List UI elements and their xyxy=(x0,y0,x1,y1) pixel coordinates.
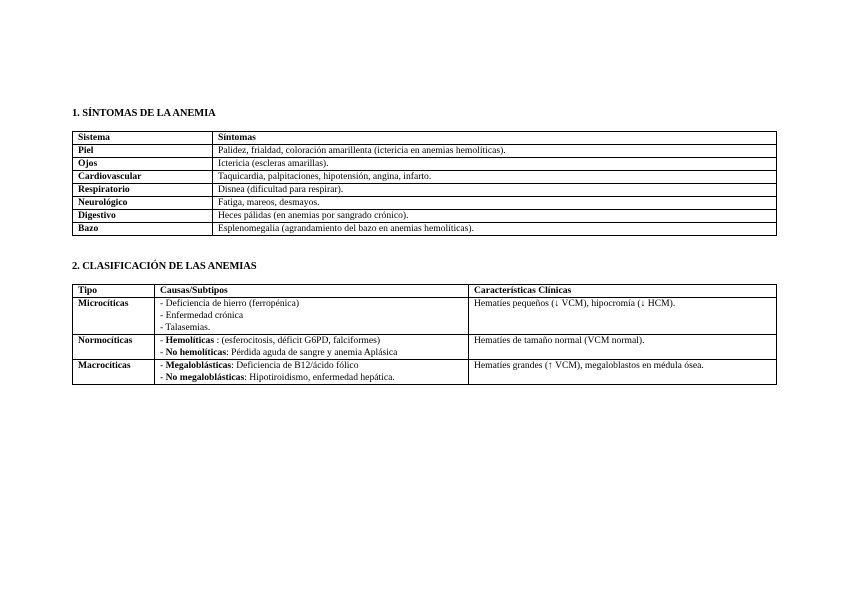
cause-prefix: - xyxy=(160,360,166,371)
causes-cell xyxy=(155,360,469,385)
symptoms-cell: Taquicardia, palpitaciones, hipotensión, angina, infarto. xyxy=(213,171,777,184)
cause-prefix: - xyxy=(160,372,166,383)
header-clinical: Características Clínicas xyxy=(469,285,777,298)
symptoms-cell: Esplenomegalia (agrandamiento del bazo en anemias hemolíticas). xyxy=(213,223,777,236)
cause-detail: : Hipotiroidismo, enfermedad hepática. xyxy=(244,372,395,383)
cause-subtype: Hemolíticas xyxy=(165,335,215,346)
cause-line xyxy=(160,360,463,372)
causes-cell xyxy=(155,298,469,335)
symptoms-cell: Fatiga, mareos, desmayos. xyxy=(213,197,777,210)
header-system: Sistema xyxy=(73,132,213,145)
cause-line: - Deficiencia de hierro (ferropénica) xyxy=(160,298,300,309)
table-row-macrociticas xyxy=(73,360,777,385)
section-2-title: 2. CLASIFICACIÓN DE LAS ANEMIAS xyxy=(72,261,257,272)
header-symptoms: Síntomas xyxy=(213,132,777,145)
table-row xyxy=(73,158,777,171)
cause-subtype: No hemolíticas xyxy=(165,347,227,358)
system-cell: Respiratorio xyxy=(73,184,213,197)
cause-prefix: - xyxy=(160,347,166,358)
symptoms-cell: Heces pálidas (en anemias por sangrado crónico). xyxy=(213,210,777,223)
clinical-cell: Hematíes grandes (↑ VCM), megaloblastos en médula ósea. xyxy=(469,360,777,385)
section-1-title: 1. SÍNTOMAS DE LA ANEMIA xyxy=(72,108,216,119)
cause-detail: : (esferocitosis, déficit G6PD, falciformes) xyxy=(214,335,381,346)
cause-line xyxy=(160,372,463,384)
table-header-row xyxy=(73,285,777,298)
table-row xyxy=(73,223,777,236)
table-row xyxy=(73,184,777,197)
table-header-row xyxy=(73,132,777,145)
system-cell: Digestivo xyxy=(73,210,213,223)
cause-subtype: No megaloblásticas xyxy=(165,372,245,383)
table-row-normociticas xyxy=(73,335,777,360)
table-row xyxy=(73,171,777,184)
system-cell: Neurológico xyxy=(73,197,213,210)
classification-table xyxy=(72,284,777,385)
table-row xyxy=(73,145,777,158)
system-cell: Cardiovascular xyxy=(73,171,213,184)
cause-prefix: - xyxy=(160,335,166,346)
table-row xyxy=(73,210,777,223)
clinical-cell: Hematíes de tamaño normal (VCM normal). xyxy=(469,335,777,360)
cause-subtype: Megaloblásticas xyxy=(165,360,232,371)
symptoms-table xyxy=(72,131,777,236)
cause-line xyxy=(160,347,463,359)
type-cell: Microcíticas xyxy=(73,298,155,335)
system-cell: Ojos xyxy=(73,158,213,171)
table-row-microciticas xyxy=(73,298,777,335)
cause-line xyxy=(160,335,463,347)
header-type: Tipo xyxy=(73,285,155,298)
symptoms-cell: Palidez, frialdad, coloración amarillenta (ictericia en anemias hemolíticas). xyxy=(213,145,777,158)
causes-cell xyxy=(155,335,469,360)
cause-detail: : Pérdida aguda de sangre y anemia Aplásica xyxy=(226,347,398,358)
clinical-cell: Hematíes pequeños (↓ VCM), hipocromía (↓ HCM). xyxy=(469,298,777,335)
system-cell: Piel xyxy=(73,145,213,158)
cause-line: - Talasemias. xyxy=(160,322,211,333)
header-causes: Causas/Subtipos xyxy=(155,285,469,298)
table-row xyxy=(73,197,777,210)
cause-detail: : Deficiencia de B12/ácido fólico xyxy=(231,360,359,371)
symptoms-cell: Disnea (dificultad para respirar). xyxy=(213,184,777,197)
system-cell: Bazo xyxy=(73,223,213,236)
cause-line: - Enfermedad crónica xyxy=(160,310,244,321)
symptoms-cell: Ictericia (escleras amarillas). xyxy=(213,158,777,171)
type-cell: Normocíticas xyxy=(73,335,155,360)
type-cell: Macrocíticas xyxy=(73,360,155,385)
